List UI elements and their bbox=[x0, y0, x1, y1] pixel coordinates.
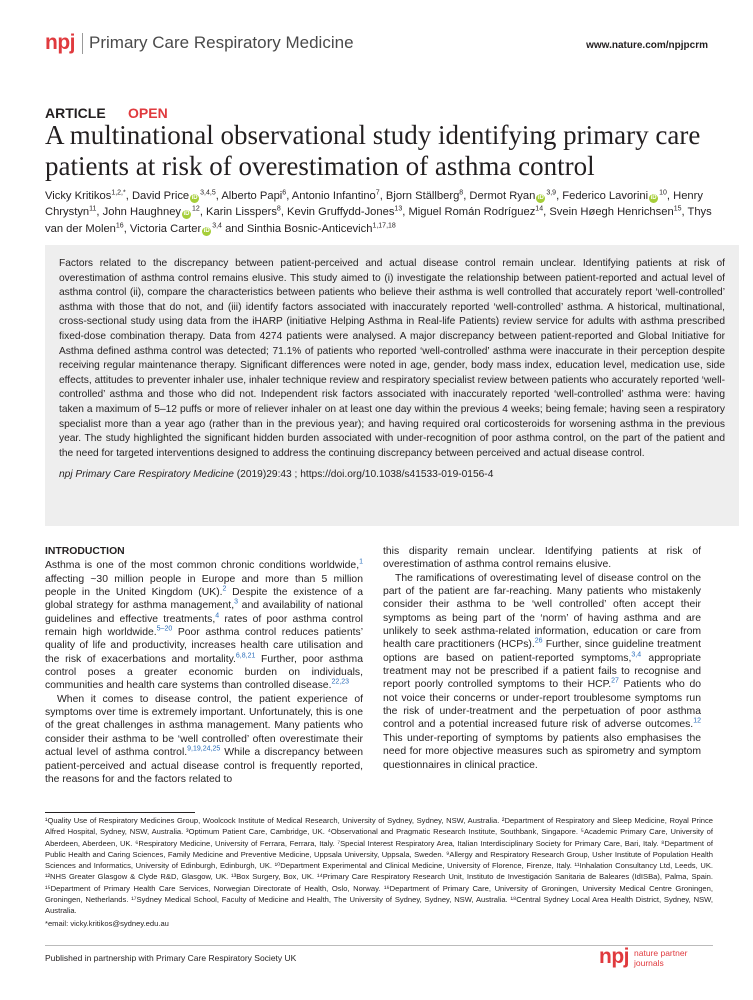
author-affiliation-ref: 15 bbox=[673, 205, 682, 213]
corresponding-email[interactable]: *email: vicky.kritikos@sydney.edu.au bbox=[45, 919, 169, 928]
author-affiliation-ref: 11 bbox=[89, 205, 97, 213]
orcid-icon[interactable]: iD bbox=[650, 195, 657, 201]
author-name: Sinthia Bosnic-Anticevich bbox=[246, 222, 373, 235]
author-affiliation-ref: 7 bbox=[375, 189, 380, 197]
author[interactable] bbox=[562, 190, 667, 202]
journal-url[interactable]: www.nature.com/npjpcrm bbox=[586, 40, 708, 51]
author[interactable] bbox=[287, 206, 402, 218]
author-name: Henry Chrystyn bbox=[45, 190, 703, 219]
author-affiliation-ref: 3,4 bbox=[212, 221, 222, 229]
author-name: Thys van der Molen bbox=[45, 206, 712, 235]
reference-link[interactable]: 22,23 bbox=[331, 678, 349, 686]
left-paragraphs bbox=[45, 559, 363, 786]
open-access-label: OPEN bbox=[128, 105, 168, 121]
author[interactable] bbox=[45, 190, 126, 202]
author-name: Vicky Kritikos bbox=[45, 190, 112, 202]
author-affiliation-ref: 13 bbox=[394, 205, 403, 213]
orcid-icon[interactable]: iD bbox=[183, 211, 190, 218]
author-affiliation-ref: 8 bbox=[459, 189, 464, 197]
reference-link[interactable]: 3 bbox=[234, 598, 238, 606]
article-title: A multinational observational study identifying primary care patients at risk of overestimation of asthma control bbox=[45, 120, 701, 181]
author[interactable] bbox=[130, 223, 222, 235]
abstract-box bbox=[45, 245, 739, 526]
partner-line-2: journals bbox=[634, 958, 664, 968]
body-column-left bbox=[45, 545, 363, 786]
author[interactable] bbox=[549, 206, 681, 218]
nature-partner-journals-logo bbox=[634, 948, 687, 968]
reference-link[interactable]: 6,8,21 bbox=[235, 652, 256, 660]
reference-link[interactable]: 4 bbox=[215, 612, 220, 620]
author[interactable] bbox=[221, 190, 286, 202]
author-name: Svein Høegh Henrichsen bbox=[549, 206, 674, 219]
author-name: Federico Lavorini bbox=[562, 190, 649, 202]
author-affiliation-ref: 12 bbox=[192, 205, 200, 213]
author-affiliation-ref: 6 bbox=[282, 189, 287, 197]
header-divider bbox=[82, 33, 83, 54]
reference-link[interactable]: 2 bbox=[222, 585, 227, 593]
author[interactable] bbox=[206, 206, 281, 218]
paragraph: When it comes to disease control, the patient experience of symptoms over time is extremely important. Unfortunately, this is one of the great challenges in asthma management. Many patients who consider their asthma to be ‘well controlled’ often overestimate their actual level of asthma control.$^{9,19,24,25}$ While a discrepancy between patient-perceived and actual disease control is frequently reported, the reasons for and the factors related to bbox=[45, 693, 363, 785]
citation-details[interactable]: (2019)29:43 ; https://doi.org/10.1038/s41533-019-0156-4 bbox=[233, 469, 494, 481]
author-name: David Price bbox=[131, 190, 190, 202]
author-name: Miguel Román Rodríguez bbox=[408, 206, 536, 219]
author[interactable] bbox=[103, 206, 200, 218]
orcid-icon[interactable]: iD bbox=[203, 227, 210, 234]
author-name: Antonio Infantino bbox=[291, 190, 376, 202]
author[interactable] bbox=[386, 190, 463, 202]
author-name: Dermot Ryan bbox=[469, 190, 536, 202]
reference-link[interactable]: 1 bbox=[359, 558, 363, 566]
orcid-icon[interactable]: iD bbox=[537, 195, 544, 201]
partner-line-1: nature partner bbox=[634, 948, 688, 958]
author-affiliation-ref: 1,17,18 bbox=[372, 221, 396, 229]
author-name: Karin Lisspers bbox=[206, 206, 277, 219]
author-affiliation-ref: 8 bbox=[276, 205, 281, 213]
author[interactable] bbox=[292, 190, 380, 202]
author-name: Kevin Gruffydd-Jones bbox=[287, 206, 395, 219]
reference-link[interactable]: 5–20 bbox=[156, 625, 173, 633]
author-name: John Haughney bbox=[102, 206, 182, 219]
author[interactable] bbox=[469, 190, 556, 202]
reference-link[interactable]: 9,19,24,25 bbox=[187, 745, 221, 753]
author[interactable]: and Sinthia Bosnic-Anticevich$^{1,17,18}$ bbox=[225, 221, 396, 235]
paragraph: this disparity remain unclear. Identifying patients at risk of overestimation of asthma control remains elusive. bbox=[383, 546, 701, 571]
author-affiliation-ref: 14 bbox=[535, 205, 544, 213]
paragraph: The ramifications of overestimating level of disease control on the part of the patient are far-reaching. Many patients who mistakenly consider their asthma to be ‘well controlled’ often accept their symptoms as being part of the ‘norm’ of having asthma and are unlikely to seek asthma-related information, education or care from health care practitioners (HCPs).$^{26}$ Further, since guideline treatment options are based on patient-reported symptoms,$^{3,4}$ appropriate treatment may not be prescribed if a patient fails to recognise and report poorly controlled symptoms to their HCP.$^{27}$ Patients who do not voice their concerns or under-report troublesome symptoms run the risk of under-treatment and the perpetuation of poor asthma control and a potential increased future risk of adverse outcomes.$^{12}$ This under-reporting of symptoms by patients also emphasises the need for more objective measures such as spirometry and symptom questionnaires in clinical practice. bbox=[383, 572, 701, 771]
citation bbox=[59, 468, 725, 482]
author-affiliation-ref: 16 bbox=[115, 221, 124, 229]
affiliations: ¹Quality Use of Respiratory Medicines Group, Woolcock Institute of Medical Research, University of Sydney, Sydney, NSW, Australia. ²Department of Respiratory and Sleep Medicine, Royal Prince Alfred Hospital, Sydney, NSW, Australia. ³Optimum Patient Care, Cambridge, UK. ⁴Observational and Pragmatic Research Institute, Southbank, Singapore. ⁵Academic Primary Care, University of Aberdeen, Aberdeen, UK. ⁶Respiratory Medicine, University of Ferrara, Ferrara, Italy. ⁷Special Interest Respiratory Area, Italian Interdisciplinary Society for Primary Care, Bari, Italy. ⁸Department of Public Health and Caring Sciences, Family Medicine and Preventive Medicine, Uppsala University, Uppsala, Sweden. ⁹Allergy and Respiratory Research Group, Usher Institute of Population Health Sciences and Informatics, University of Edinburgh, Edinburgh, UK. ¹⁰Department Experimental and Clinical Medicine, University of Florence, Firenze, Italy. ¹¹Inhalation Consultancy Ltd, Leeds, UK. ¹²NHS Greater Glasgow & Clyde R&D, Glasgow, UK. ¹³Box Surgery, Box, UK. ¹⁴Primary Care Respiratory Research Unit, Instituto de Investigación Sanitaria de Baleares (IdISBa), Palma, Spain. ¹⁵Department of Primary Health Care Services, Norwegian Directorate of Health, Oslo, Norway. ¹⁶Department of Primary Care, University of Groningen, University Medical Centre Groningen, Groningen, Netherlands. ¹⁷Sydney Medical School, Faculty of Medicine and Health, The University of Sydney, Sydney, NSW, Australia. ¹⁸Central Sydney Local Area Health District, Sydney, NSW, Australia. bbox=[45, 816, 713, 916]
author-affiliation-ref: 1,2,* bbox=[111, 189, 126, 197]
reference-link[interactable]: 26 bbox=[534, 637, 543, 645]
author-affiliation-ref: 10 bbox=[659, 189, 667, 197]
author-list: Vicky Kritikos$^{1,2,*}$, David Price iD$^{3,4,5}$, Alberto Papi$^6$, Antonio Infantino$^7$, Bjorn Ställberg$^8$, Dermot Ryan iD$^{3,9}$, Federico Lavorini $iD^{10}$, Henry Chrystyn$^{11}$, John Haughney $iD^{12}$, Karin Lisspers$^8$, Kevin Gruffydd-Jones$^{13}$, Miguel Román Rodríguez$^{14}$, Svein Høegh Henrichsen$^{15}$, Thys van der Molen$^{16}$, Victoria Carter iD$^{3,4}$ and Sinthia Bosnic-Anticevich$^{1,17,18}$ bbox=[45, 189, 712, 235]
reference-link[interactable]: 27 bbox=[611, 677, 619, 685]
body-column-right bbox=[383, 545, 701, 772]
right-paragraphs bbox=[383, 545, 701, 772]
author[interactable] bbox=[132, 190, 216, 202]
paragraph: Asthma is one of the most common chronic conditions worldwide,$^1$ affecting ~30 million people in Europe and more than 5 million people in the United Kingdom (UK).$^2$ Despite the existence of a global strategy for asthma management,$^3$ and availability of national guidelines and effective treatments,$^4$ rates of poor asthma control remain high worldwide.$^{5-20}$ Poor asthma control reduces patients’ quality of life and productivity, increases health care utilisation and the risk of exacerbations and mortality.$^{6,8,21}$ Further, poor asthma control poses a greater economic burden on individuals, communities and health care systems than controlled disease.$^{22,23}$ bbox=[45, 558, 364, 692]
author-name: Alberto Papi bbox=[221, 190, 283, 202]
affiliations-rule bbox=[45, 812, 195, 813]
reference-link[interactable]: 12 bbox=[693, 718, 701, 725]
section-heading-introduction: INTRODUCTION bbox=[45, 546, 125, 557]
journal-name: Primary Care Respiratory Medicine bbox=[89, 33, 354, 52]
author-name: Bjorn Ställberg bbox=[385, 190, 460, 202]
orcid-icon[interactable]: iD bbox=[191, 195, 198, 201]
reference-link[interactable]: 3,4 bbox=[631, 651, 642, 659]
npj-logo: npj bbox=[45, 31, 75, 54]
author-affiliation-ref: 3,9 bbox=[546, 189, 557, 197]
footer-npj-logo: npj bbox=[599, 945, 629, 968]
abstract-text: Factors related to the discrepancy between patient-perceived and actual disease control remain unclear. Identifying patients at risk of overestimation of asthma control remains elusive. This study aimed to (i) investigate the relationship between patient-reported and actual level of asthma control (ii), compare the characteristics between patients who believe their asthma is well controlled that accurately report ‘well-controlled’ asthma with those that do not, and (iii) identify factors associated with inaccurately reported ‘well-controlled’ asthma. A historical, multinational, cross-sectional study using data from the iHARP (initiative Helping Asthma in Real-life Patients) review service for adults with asthma prescribed fixed-dose combination therapy. Data from 4274 patients were analysed. A major discrepancy between patient-reported and Global Initiative for Asthma defined asthma control was detected; 71.1% of patients who reported ‘well-controlled’ asthma were inaccurate in their perception despite receiving regular maintenance therapy. Significant differences were noted in age, gender, body mass index, education level, medication use, side effects, attitudes to preventer inhaler use, inhaler technique review and respiratory specialist review between patients who accurately reported ‘well-controlled’ asthma and those who did not. Independent risk factors associated with inaccurately reported ‘well-controlled’ asthma were: having taken a maximum of 5–12 puffs or more of reliever inhaler on at least one day within the previous 4 weeks; being female; having seen a respiratory specialist more than a year ago (rather than in the previous year); and having required oral corticosteroids for worsening asthma in the previous year. The study highlighted the significant hidden burden associated with under-recognition of poor asthma control, on the part of the patient and the need for targeted interventions designed to address the continuing discrepancy between perceived and actual disease control. bbox=[59, 258, 725, 459]
footer-partnership: Published in partnership with Primary Care Respiratory Society UK bbox=[45, 953, 297, 963]
citation-journal: npj Primary Care Respiratory Medicine bbox=[59, 469, 234, 481]
author-name: Victoria Carter bbox=[129, 222, 202, 235]
article-type: ARTICLE bbox=[45, 105, 106, 121]
author[interactable] bbox=[408, 206, 543, 218]
author-affiliation-ref: 3,4,5 bbox=[200, 189, 216, 197]
